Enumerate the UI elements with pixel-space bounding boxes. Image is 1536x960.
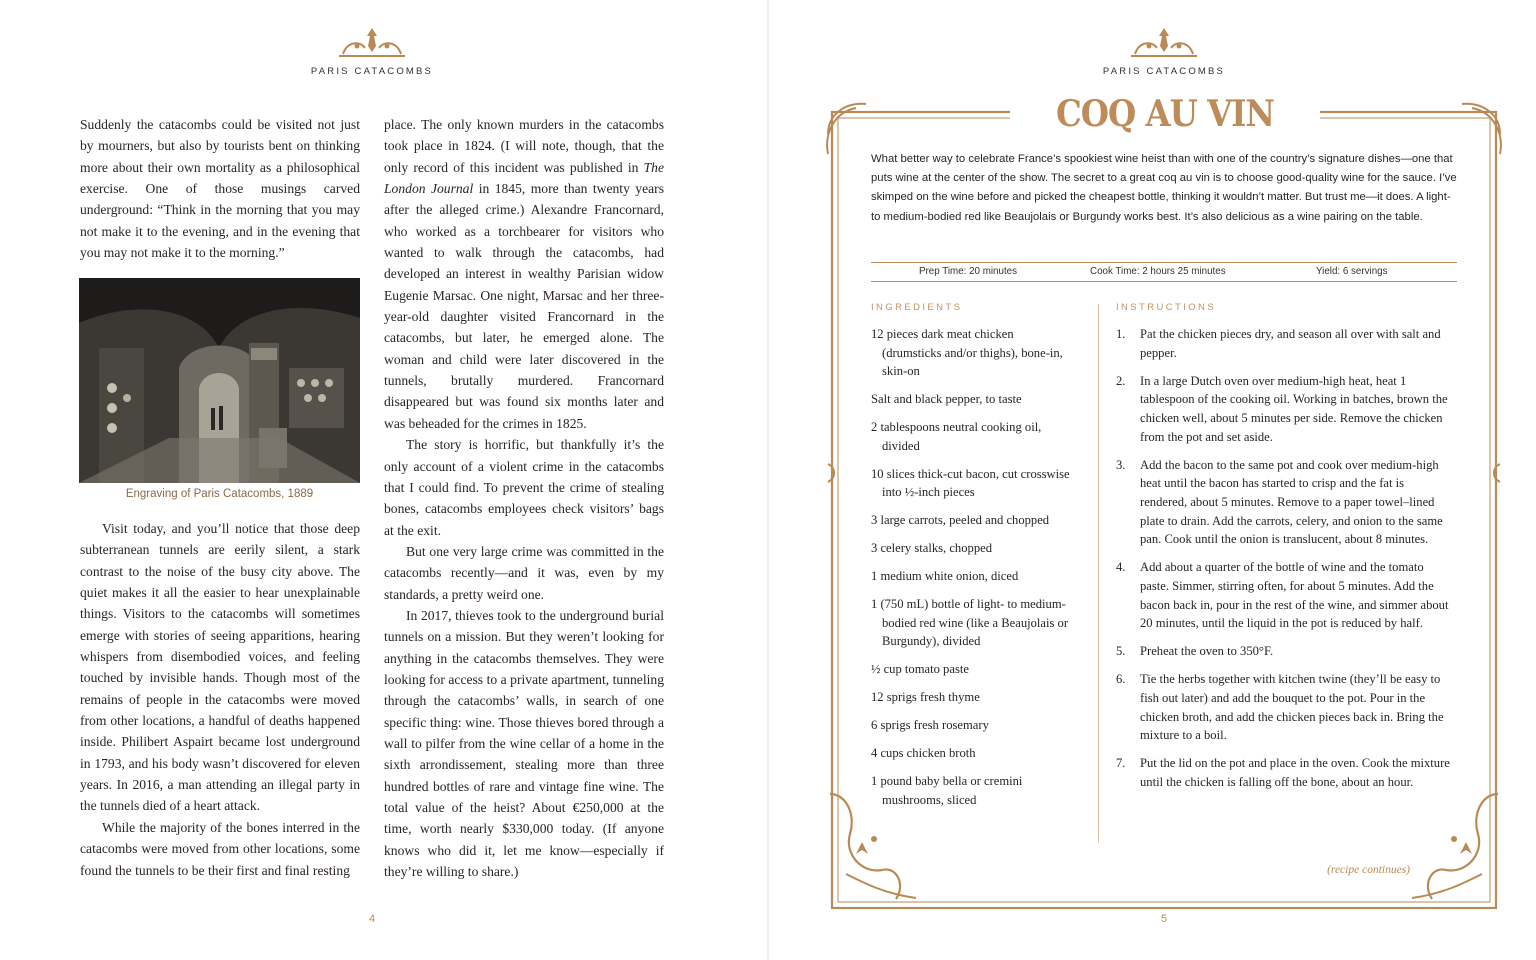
paragraph: Visit today, and you’ll notice that those deep subterranean tunnels are eerily silent, a stark contrast to the noise of the busy city above. The quiet makes it all the easier to hear unexplainable things. Visitors to the catacombs will sometimes emerge with stories of seeing apparitions, hearing whispers from disembodied voices, and feeling touched by invisible hands. Though most of the remains of people in the catacombs were moved from other locations, a handful of deaths happened inside. Philibert Aspairt became lost underground in 1793, and his body wasn’t discovered for eleven years. In 2016, a man attending an illegal party in the tunnels died of a heart attack. [80,521,360,814]
image-caption: Engraving of Paris Catacombs, 1889 [125,488,314,500]
instruction-step [1116,325,1452,362]
paragraph: The story is horrific, but thankfully it’s the only account of a violent crime in the catacombs that I could find. To prevent the crime of stealing bones, catacombs employees check visitors’ bags at the exit. [384,437,664,538]
column-divider [1098,304,1099,842]
running-head: PARIS CATACOMBS [1102,66,1226,77]
step-number: 3. [1116,457,1126,472]
text-run: in 1845, more than twenty years after the alleged crime.) Alexandre Francornard, who worked as a torchbearer for visitors who wanted to walk through the catacombs, had developed an interest in wealthy Parisian widow Eugenie Marsac. One night, Marsac and her three-year-old daughter visited Francornard in the catacombs, but later, he emerged alone. The woman and child were later discovered in the tunnels, brutally murdered. Francornard disappeared but was found six months later and was beheaded for the crimes in 1825. [384,181,664,431]
recipe-intro: What better way to celebrate France’s spookiest wine heist than with one of the country’s signature dishes—one that puts wine at the center of the show. The secret to a great coq au vin is to choose good-quality wine for the sauce. I’ve skimped on the wine before and picked the cheapest bottle, thinking it wouldn’t matter. But trust me—it does. A light- to medium-bodied red like Beaujolais or Burgundy works best. It’s also delicious as a wine pairing on the table. [871,153,1457,223]
instruction-step [1116,456,1452,550]
instructions-list [1116,325,1452,801]
ingredient-item: 1 medium white onion, diced [871,569,1019,584]
paragraph [384,114,664,434]
gutter [767,0,769,960]
ingredient-item: 3 celery stalks, chopped [871,541,992,556]
instruction-step [1116,558,1452,633]
step-text: Put the lid on the pot and place in the oven. Cook the mixture until the chicken is falling off the bone, about an hour. [1140,756,1450,789]
body-column-1-lower [80,518,360,881]
step-text: Add the bacon to the same pot and cook over medium-high heat until the bacon has started to crisp and the fat is rendered, about 5 minutes. Remove to a paper towel–lined plate to drain. Add the carrots, celery, and onion to the same pan. Cook until the onion is translucent, about 8 minutes. [1140,457,1443,547]
paragraph: While the majority of the bones interred in the catacombs were moved from other locations, some found the tunnels to be their first and final resting [80,819,360,878]
ingredient-item: ½ cup tomato paste [871,662,969,677]
ingredient-item: 1 pound baby bella or cremini mushrooms, sliced [871,773,1023,807]
yield: Yield: 6 servings [1316,266,1388,277]
instructions-heading: INSTRUCTIONS [1116,302,1217,313]
step-number: 5. [1116,644,1126,659]
paragraph: But one very large crime was committed in the catacombs recently—and it was, even by my standards, a pretty weird one. [384,543,664,602]
ingredients-list [871,325,1076,819]
ingredient-item: Salt and black pepper, to taste [871,392,1022,407]
running-head: PARIS CATACOMBS [310,66,434,77]
body-column-2 [384,114,664,882]
publication-title: The London Journal [384,159,664,197]
text-run: place. The only known murders in the catacombs took place in 1824. (I will note, though, that the only record of this incident was published in [384,117,664,175]
page-number: 5 [1160,913,1168,925]
ingredients-heading: INGREDIENTS [871,302,963,313]
instruction-step [1116,670,1452,745]
ingredient-item: 12 sprigs fresh thyme [871,690,980,705]
ingredient-item: 3 large carrots, peeled and chopped [871,513,1050,528]
paragraph: Suddenly the catacombs could be visited not just by mourners, but also by tourists bent on thinking more about their own mortality as a philosophical exercise. One of those musings carved underground: “Think in the morning that you may not make it to the evening, and in the evening that you may not make it to the morning.” [80,117,360,261]
recipe-meta-bar [871,262,1457,282]
ingredient-item: 12 pieces dark meat chicken (drumsticks and/or thighs), bone-in, skin-on [871,327,1063,379]
step-text: Pat the chicken pieces dry, and season all over with salt and pepper. [1140,327,1441,360]
step-number: 2. [1116,373,1126,388]
step-number: 4. [1116,560,1126,575]
step-number: 7. [1116,756,1126,771]
recipe-continues-note: (recipe continues) [1327,864,1410,876]
paragraph: In 2017, thieves took to the underground burial tunnels on a mission. But they weren’t looking for anything in the catacombs themselves. They were looking for access to a private apartment, tunneling through the catacombs’ walls, in search of one specific thing: wine. Those thieves bored through a wall to pilfer from the wine cellar of a home in the sixth arrondissement, stealing more than three hundred bottles of rare and vintage fine wine. The total value of the heist? About €250,000 at the time, worth nearly $330,000 today. (If anyone knows who did it, let me know—especially if they’re willing to share.) [384,607,664,880]
ingredient-item: 4 cups chicken broth [871,746,976,761]
step-text: Preheat the oven to 350°F. [1140,644,1274,659]
crown-ornament-icon [337,24,407,60]
step-number: 6. [1116,672,1126,687]
catacombs-engraving-image [79,278,360,483]
page-number: 4 [368,913,376,925]
ingredient-item: 6 sprigs fresh rosemary [871,718,989,733]
step-number: 1. [1116,327,1126,341]
instruction-step [1116,754,1452,791]
crown-ornament-icon [1129,24,1199,60]
step-text: Tie the herbs together with kitchen twine (they’ll be easy to fish out later) and add the bouquet to the pot. Pour in the chicken broth, and add the chicken pieces back in. Bring the mixture to a boil. [1140,672,1444,743]
ingredient-item: 2 tablespoons neutral cooking oil, divided [871,420,1042,453]
body-column-1 [80,114,360,263]
prep-time: Prep Time: 20 minutes [919,266,1018,277]
recipe-title: COQ AU VIN [1010,92,1320,136]
cook-time: Cook Time: 2 hours 25 minutes [1090,266,1226,277]
instruction-step [1116,372,1452,447]
instruction-step [1116,642,1452,661]
step-text: Add about a quarter of the bottle of wine and the tomato paste. Simmer, stirring often, for about 5 minutes. Add the bacon back in, pour in the rest of the wine, and simmer about 20 minutes, until the liquid in the pot is reduced by half. [1140,560,1449,631]
ingredient-item: 1 (750 mL) bottle of light- to medium-bodied red wine (like a Beaujolais or Burgundy), divided [871,597,1069,649]
ingredient-item: 10 slices thick-cut bacon, cut crosswise into ½-inch pieces [871,466,1070,500]
step-text: In a large Dutch oven over medium-high heat, heat 1 tablespoon of the cooking oil. Working in batches, brown the chicken well, about 5 minutes per side. Remove the chicken from the pot and set aside. [1140,373,1448,444]
